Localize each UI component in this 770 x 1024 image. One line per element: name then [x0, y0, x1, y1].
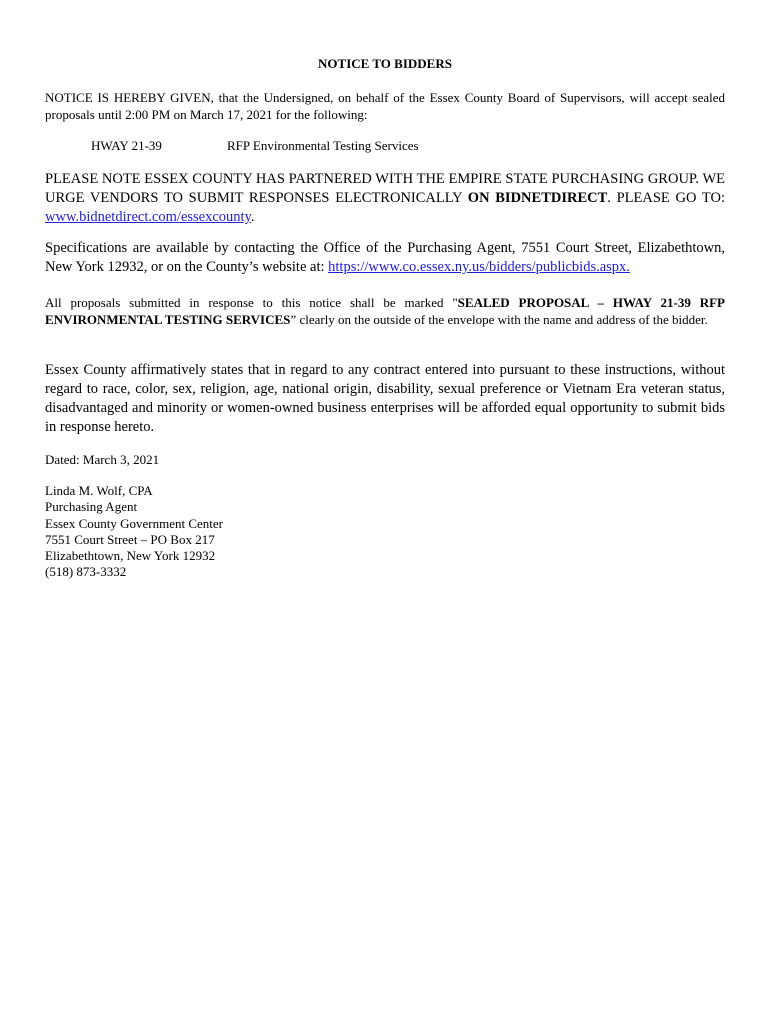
- signatory-office: Essex County Government Center: [45, 515, 223, 531]
- specifications-text: Specifications are available by contacting the Office of the Purchasing Agent, 7551 Court Street, Elizabethtown, New York 12932, or on the County’s website at:: [45, 240, 725, 275]
- specifications-paragraph: [45, 239, 725, 277]
- bidnet-link[interactable]: www.bidnetdirect.com/essexcounty: [45, 209, 251, 225]
- marking-paragraph: [45, 294, 725, 328]
- partner-notice-bold: ON BIDNETDIRECT: [467, 190, 608, 206]
- public-bids-link[interactable]: https://www.co.essex.ny.us/bidders/publicbids.aspx.: [328, 259, 630, 275]
- partner-notice-end: .: [250, 209, 255, 225]
- signatory-phone: (518) 873-3332: [45, 564, 127, 580]
- bid-item-description: RFP Environmental Testing Services: [227, 138, 419, 153]
- partner-notice-text: PLEASE NOTE ESSEX COUNTY HAS PARTNERED WITH THE EMPIRE STATE PURCHASING GROUP. WE URGE VENDORS TO SUBMIT RESPONSES ELECTRONICALLY: [45, 171, 725, 206]
- marking-bold: SEALED PROPOSAL – HWAY 21-39 RFP ENVIRONMENTAL TESTING SERVICES: [45, 295, 725, 327]
- bid-item-row: [91, 138, 419, 154]
- intro-paragraph: NOTICE IS HEREBY GIVEN, that the Undersigned, on behalf of the Essex County Board of Supervisors, will accept sealed proposals until 2:00 PM on March 17, 2021 for the following:: [45, 90, 725, 122]
- signatory-name: Linda M. Wolf, CPA: [45, 483, 153, 498]
- equal-opportunity-paragraph: Essex County affirmatively states that in regard to any contract entered into pursuant to these instructions, without regard to race, color, sex, religion, age, national origin, disability, sexual preference or Vietnam Era veteran status, disadvantaged and minority or women-owned business enterprises will be afforded equal opportunity to submit bids in response hereto.: [45, 362, 725, 435]
- signatory-city: Elizabethtown, New York 12932: [45, 548, 216, 564]
- document-title: NOTICE TO BIDDERS: [318, 56, 452, 71]
- marking-text-after: ” clearly on the outside of the envelope with the name and address of the bidder.: [290, 312, 708, 327]
- signatory-street: 7551 Court Street – PO Box 217: [45, 531, 215, 547]
- signature-block: [45, 483, 223, 581]
- marking-text: All proposals submitted in response to this notice shall be marked ": [45, 295, 458, 310]
- bid-item-code: HWAY 21-39: [91, 138, 162, 153]
- partner-notice-text-after: . PLEASE GO TO:: [607, 190, 725, 206]
- partner-notice-paragraph: [45, 170, 725, 227]
- dated-line: Dated: March 3, 2021: [45, 452, 160, 467]
- signatory-role: Purchasing Agent: [45, 499, 138, 515]
